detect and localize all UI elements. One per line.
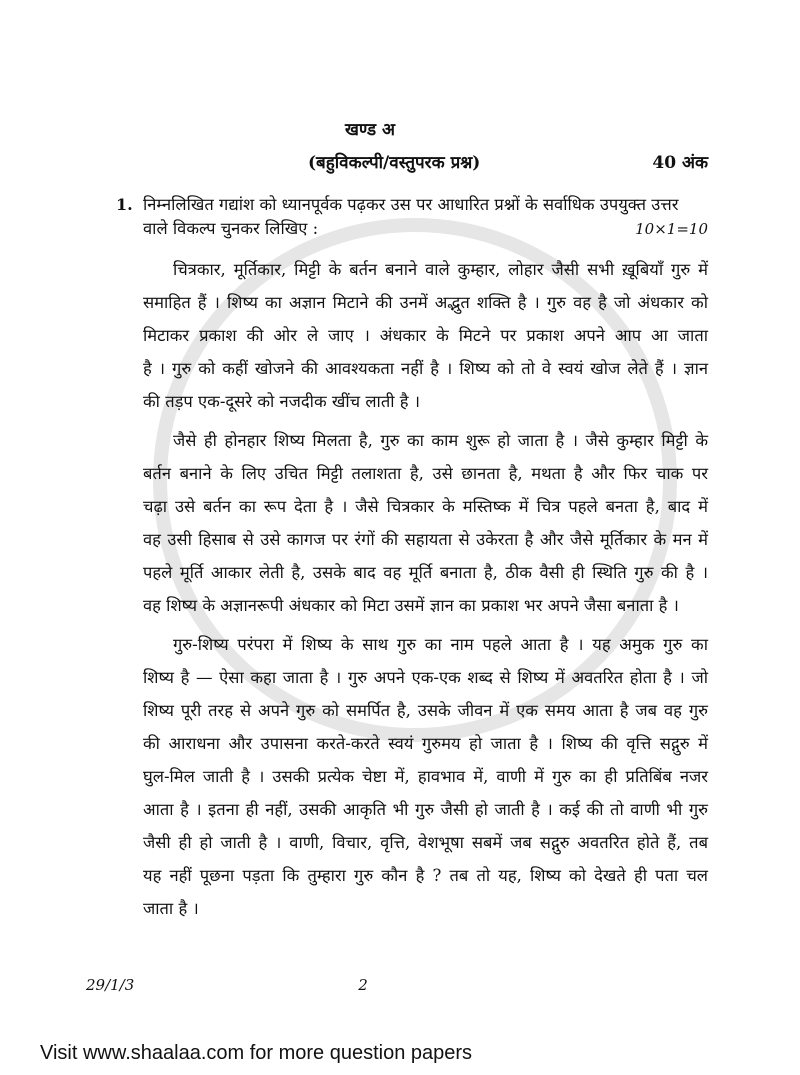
passage-line: आता है । इतना ही नहीं, उसकी आकृति भी गुरु जैसी हो जाती है । कई की तो वाणी भी गुरु	[143, 800, 708, 819]
passage-line: है । गुरु को कहीं खोजने की आवश्यकता नहीं है । शिष्य को तो वे स्वयं खोज लेते हैं । ज्ञान	[143, 359, 708, 378]
paper-code: 29/1/3	[86, 976, 135, 994]
passage-line: चढ़ा उसे बर्तन का रूप देता है । जैसे चित्रकार के मस्तिष्क में चित्र पहले बनता है, बाद में	[143, 497, 708, 516]
passage-paragraph	[143, 628, 708, 925]
section-marks: 40 अंक	[652, 153, 708, 173]
passage-line: की तड़प एक-दूसरे को नजदीक खींच लाती है ।	[143, 392, 420, 411]
question-instruction-line: वाले विकल्प चुनकर लिखिए :	[143, 219, 319, 238]
passage-line: वह शिष्य के अज्ञानरूपी अंधकार को मिटा उसमें ज्ञान का प्रकाश भर अपने जैसा बनाता है ।	[143, 596, 679, 615]
question	[116, 193, 708, 241]
passage-line: बर्तन बनाने के लिए उचित मिट्टी तलाशता है, उसे छानता है, मथता है और फिर चाक पर	[143, 464, 708, 483]
passage	[143, 253, 708, 925]
passage-line: मिटाकर प्रकाश की ओर ले जाए । अंधकार के मिटने पर प्रकाश अपने आप आ जाता	[143, 326, 708, 345]
passage-line: घुल-मिल जाती है । उसकी प्रत्येक चेष्टा में, हावभाव में, वाणी में गुरु का ही प्रतिबिंब नजर	[143, 767, 708, 786]
passage-line: शिष्य है — ऐसा कहा जाता है । गुरु अपने एक-एक शब्द से शिष्य में अवतरित होता है । जो	[143, 668, 708, 687]
footer	[86, 975, 486, 995]
passage-line: वह उसी हिसाब से उसे कागज पर रंगों की सहायता से उकेरता है और जैसे मूर्तिकार के मन में	[143, 530, 708, 549]
page-number: 2	[358, 976, 368, 994]
passage-line: पहले मूर्ति आकार लेती है, उसके बाद वह मूर्ति बनाता है, ठीक वैसी ही स्थिति गुरु की है ।	[143, 563, 708, 582]
question-number: 1.	[116, 195, 133, 214]
passage-line: गुरु-शिष्य परंपरा में शिष्य के साथ गुरु का नाम पहले आता है । यह अमुक गुरु का	[173, 635, 708, 654]
visit-banner: Visit www.shaalaa.com for more question papers	[40, 1042, 473, 1064]
passage-line: चित्रकार, मूर्तिकार, मिट्टी के बर्तन बनाने वाले कुम्हार, लोहार जैसी सभी ख़ूबियाँ गुरु में	[173, 260, 708, 279]
question-instruction-line: निम्नलिखित गद्यांश को ध्यानपूर्वक पढ़कर उस पर आधारित प्रश्नों के सर्वाधिक उपयुक्त उत्तर	[143, 195, 679, 214]
question-marks: 10×1=10	[635, 220, 708, 238]
passage-line: जैसी ही हो जाती है । वाणी, विचार, वृत्ति, वेशभूषा सबमें जब सद्गुरु अवतरित होते हैं, तब	[143, 833, 708, 852]
passage-line: जाता है ।	[143, 899, 199, 918]
section-title: खण्ड अ	[345, 120, 395, 140]
section-subtitle: (बहुविकल्पी/वस्तुपरक प्रश्न)	[308, 153, 481, 173]
passage-paragraph	[143, 424, 708, 622]
passage-line: की आराधना और उपासना करते-करते स्वयं गुरुमय हो जाता है । शिष्य की वृत्ति सद्गुरु में	[143, 734, 708, 753]
passage-line: शिष्य पूरी तरह से अपने गुरु को समर्पित है, उसके जीवन में एक समय आता है जब वह गुरु	[143, 701, 708, 720]
passage-line: समाहित हैं । शिष्य का अज्ञान मिटाने की उनमें अद्भुत शक्ति है । गुरु वह है जो अंधकार को	[143, 293, 708, 312]
passage-paragraph	[143, 253, 708, 418]
passage-line: जैसे ही होनहार शिष्य मिलता है, गुरु का काम शुरू हो जाता है । जैसे कुम्हार मिट्टी के	[173, 431, 708, 450]
passage-line: यह नहीं पूछना पड़ता कि तुम्हारा गुरु कौन है ? तब तो यह, शिष्य को देखते ही पता चल	[143, 866, 708, 885]
section-header-row	[308, 151, 708, 175]
